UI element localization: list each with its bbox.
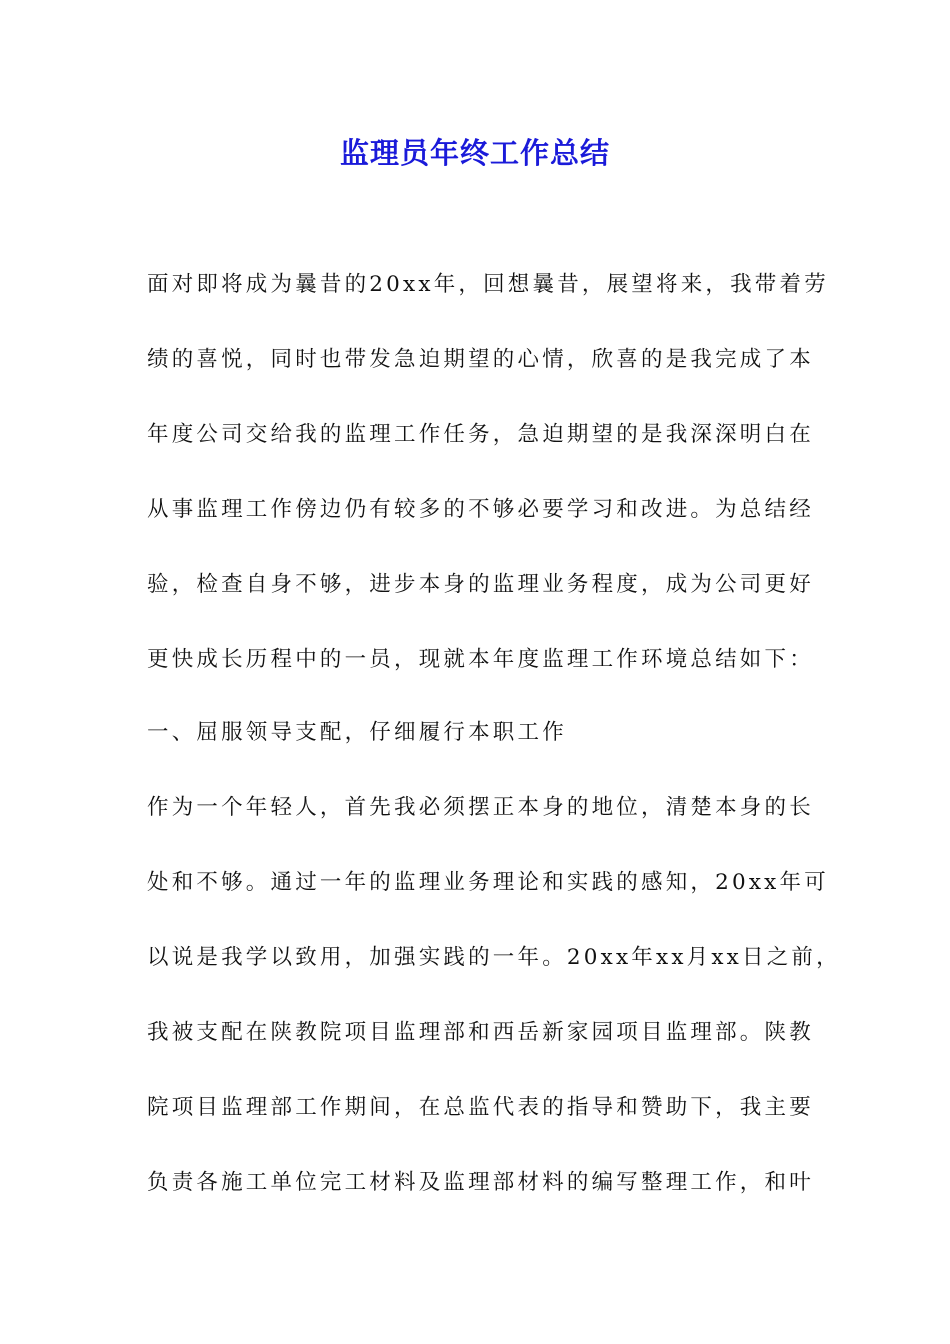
body-text-line: 绩的喜悦，同时也带发急迫期望的心情，欣喜的是我完成了本: [147, 347, 814, 372]
body-text-line: 负责各施工单位完工材料及监理部材料的编写整理工作，和叶: [147, 1170, 814, 1195]
body-text-line: 验，检查自身不够，进步本身的监理业务程度，成为公司更好: [147, 572, 814, 597]
body-text-line: 面对即将成为曩昔的20xx年，回想曩昔，展望将来，我带着劳: [147, 272, 829, 297]
body-text-line: 以说是我学以致用，加强实践的一年。20xx年xx月xx日之前，: [147, 945, 841, 970]
document-title: 监理员年终工作总结: [339, 136, 610, 170]
body-text-line: 处和不够。通过一年的监理业务理论和实践的感知，20xx年可: [147, 870, 829, 895]
body-text-line: 更快成长历程中的一员，现就本年度监理工作环境总结如下：: [147, 647, 814, 672]
body-text-line: 从事监理工作傍边仍有较多的不够必要学习和改进。为总结经: [147, 497, 814, 522]
body-text-line: 年度公司交给我的监理工作任务，急迫期望的是我深深明白在: [147, 422, 814, 447]
section-heading: 一、屈服领导支配，仔细履行本职工作: [147, 720, 567, 745]
body-text-line: 作为一个年轻人，首先我必须摆正本身的地位，清楚本身的长: [147, 795, 814, 820]
body-text-line: 院项目监理部工作期间，在总监代表的指导和赞助下，我主要: [147, 1095, 814, 1120]
body-text-line: 我被支配在陕教院项目监理部和西岳新家园项目监理部。陕教: [147, 1020, 814, 1045]
